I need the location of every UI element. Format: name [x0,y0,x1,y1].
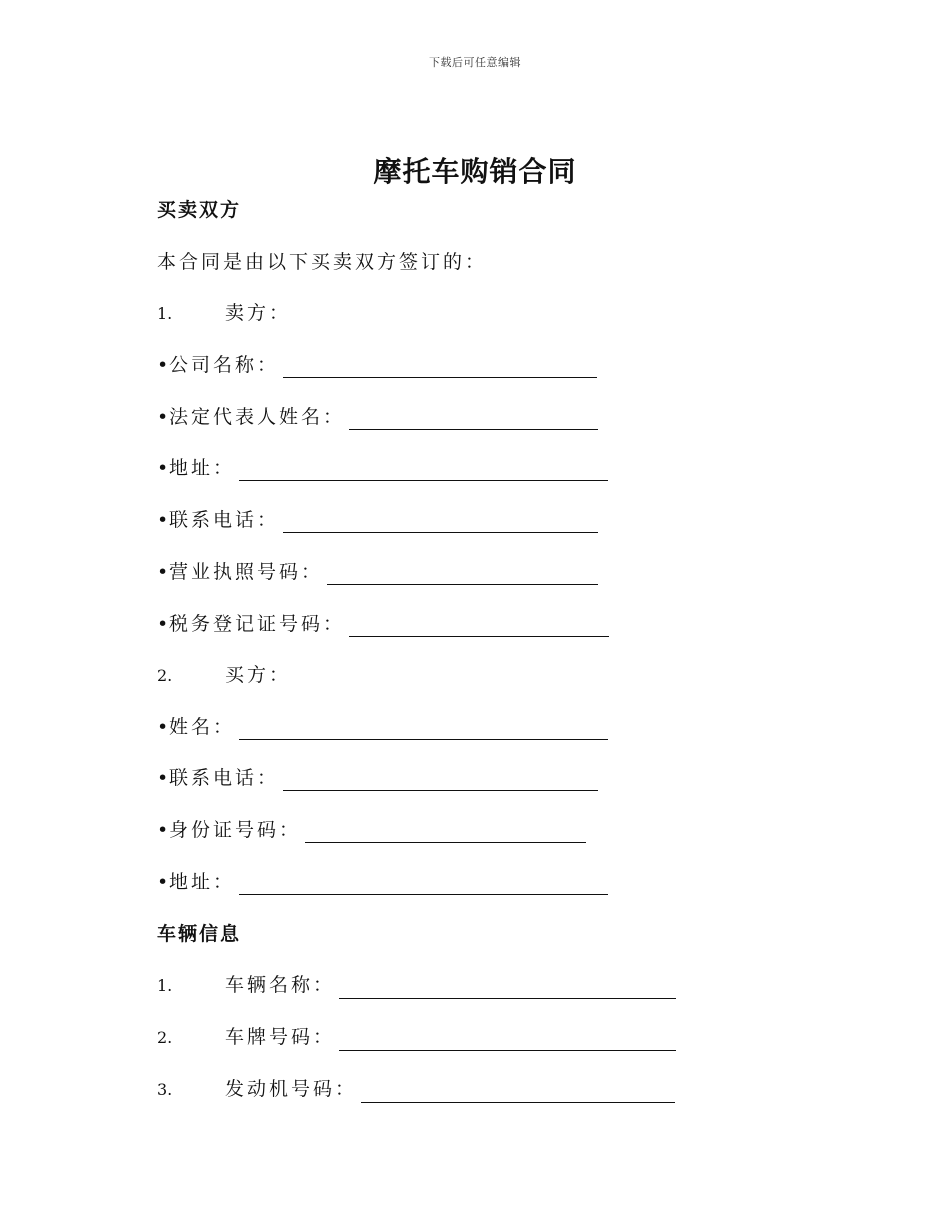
bullet-icon: • [157,613,169,635]
buyer-heading [157,662,291,688]
field-label: 联系电话： [169,767,280,789]
seller-label: 卖方： [225,302,292,324]
seller-phone-blank[interactable] [283,512,598,533]
list-number: 2. [157,666,173,685]
license-blank[interactable] [327,564,598,585]
field-label: 身份证号码： [169,819,302,841]
bullet-icon: • [157,509,169,531]
vehicle-item-engine [157,1076,675,1102]
bullet-icon: • [157,767,169,789]
field-tax [157,611,609,637]
seller-address-blank[interactable] [239,460,608,481]
field-seller-phone [157,507,598,533]
field-label: 车牌号码： [225,1026,336,1048]
bullet-icon: • [157,457,169,479]
list-number: 1. [157,304,173,323]
document-title: 摩托车购销合同 [373,155,577,188]
field-buyer-name [157,714,608,740]
buyer-label: 买方： [225,664,292,686]
company-name-blank[interactable] [283,357,597,378]
field-legal-rep [157,404,598,430]
list-number: 3. [157,1080,173,1099]
bullet-icon: • [157,871,169,893]
buyer-phone-blank[interactable] [283,770,598,791]
field-license [157,559,598,585]
buyer-name-blank[interactable] [239,719,608,740]
field-label: 姓名： [169,716,236,738]
bullet-icon: • [157,354,169,376]
intro-text: 本合同是由以下买卖双方签订的： [157,251,488,273]
field-label: 营业执照号码： [169,561,324,583]
bullet-icon: • [157,819,169,841]
bullet-icon: • [157,561,169,583]
vehicle-item-name [157,972,676,998]
field-label: 联系电话： [169,509,280,531]
field-seller-address [157,455,608,481]
seller-heading [157,300,291,326]
bullet-icon: • [157,716,169,738]
section-heading-parties: 买卖双方 [157,199,242,221]
header-note: 下载后可任意编辑 [429,56,521,69]
engine-blank[interactable] [361,1082,675,1103]
field-buyer-address [157,869,608,895]
field-buyer-id [157,817,586,843]
buyer-id-blank[interactable] [305,822,586,843]
plate-blank[interactable] [339,1030,676,1051]
field-label: 公司名称： [169,354,280,376]
bullet-icon: • [157,406,169,428]
field-label: 车辆名称： [225,974,336,996]
field-company-name [157,352,597,378]
field-label: 地址： [169,457,236,479]
buyer-address-blank[interactable] [239,874,608,895]
field-label: 法定代表人姓名： [169,406,346,428]
vehicle-item-plate [157,1024,676,1050]
list-number: 2. [157,1028,173,1047]
tax-blank[interactable] [349,616,609,637]
field-label: 发动机号码： [225,1078,358,1100]
field-buyer-phone [157,765,598,791]
vehicle-name-blank[interactable] [339,978,676,999]
legal-rep-blank[interactable] [349,409,598,430]
field-label: 税务登记证号码： [169,613,346,635]
field-label: 地址： [169,871,236,893]
section-heading-vehicle: 车辆信息 [157,923,242,945]
list-number: 1. [157,976,173,995]
